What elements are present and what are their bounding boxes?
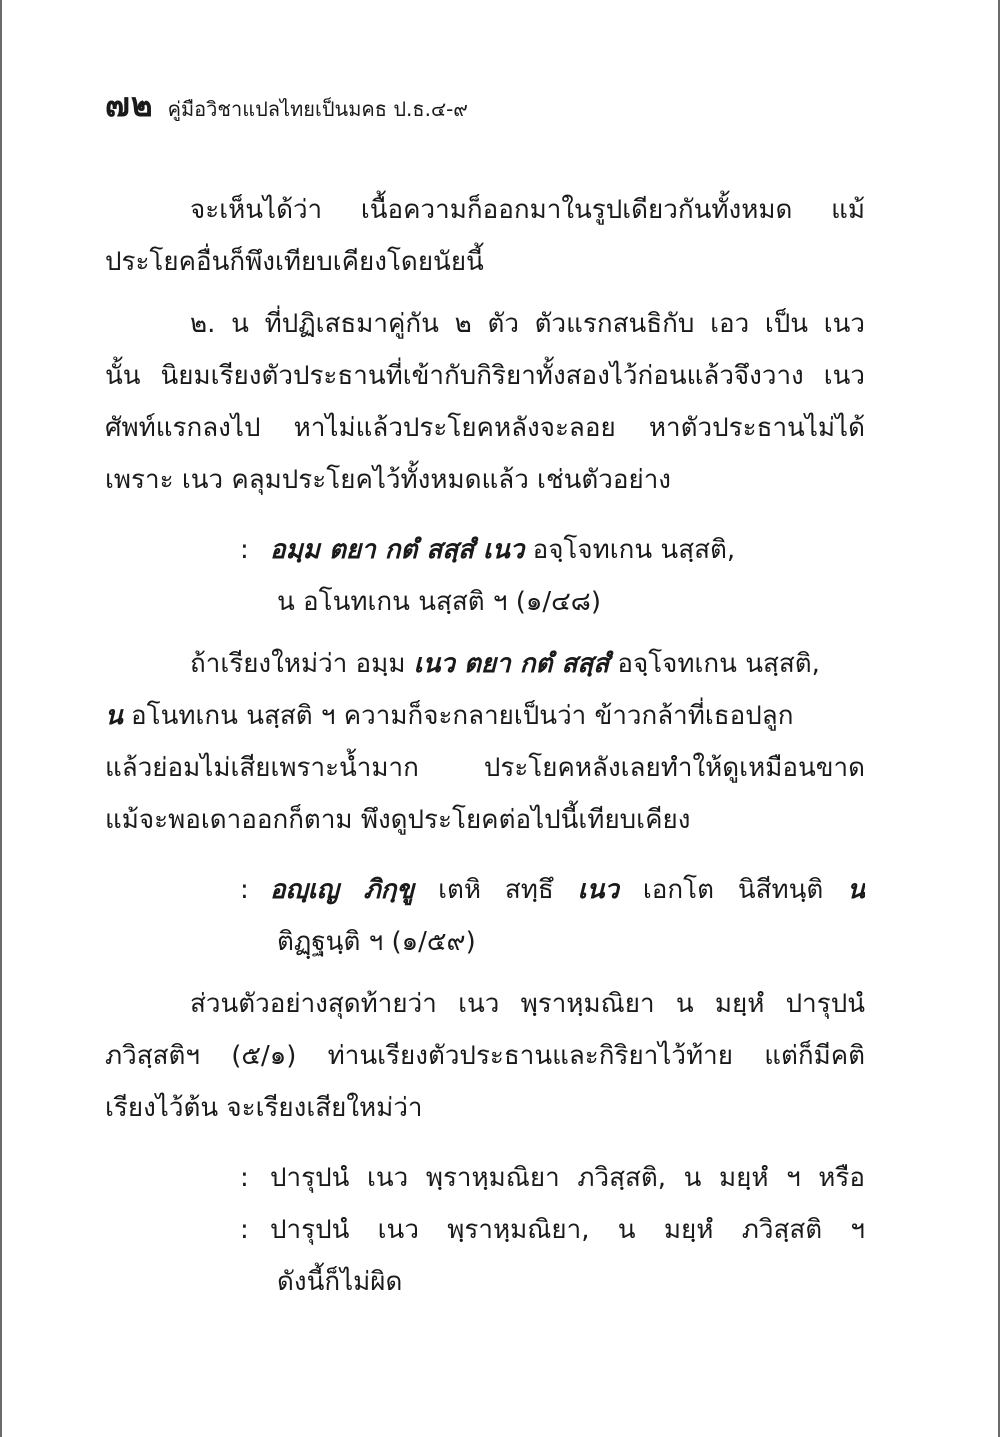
example-colon: : — [240, 1163, 249, 1193]
page-header — [105, 78, 468, 124]
example-colon: : — [240, 1215, 249, 1245]
para1-line2: ประโยคอื่นก็พึงเทียบเคียงโดยนัยนี้ — [105, 247, 484, 277]
para2-line2: นั้น นิยมเรียงตัวประธานที่เข้ากับกิริยาทั้งสองไว้ก่อนแล้วจึงวาง เนว — [105, 361, 865, 391]
para3-line2: น อโนทเกน นสฺสติ ฯ ความก็จะกลายเป็นว่า ข้าวกล้าที่เธอปลูก — [105, 701, 794, 731]
para4-line1: ส่วนตัวอย่างสุดท้ายว่า เนว พฺราหฺมณิยา น มยฺหํ ปารุปนํ — [190, 989, 865, 1019]
para3-line4: แม้จะพอเดาออกก็ตาม พึงดูประโยคต่อไปนี้เทียบเคียง — [105, 805, 691, 835]
para4-line2: ภวิสฺสติฯ (๕/๑) ท่านเรียงตัวประธานและกิริยาไว้ท้าย แต่ก็มีคติ — [105, 1041, 865, 1071]
example3-line1: : ปารุปนํ เนว พฺราหฺมณิยา ภวิสฺสติ, น มยฺหํ ฯ หรือ — [105, 1152, 865, 1204]
running-title: คู่มือวิชาแปลไทยเป็นมคธ ป.ธ.๔-๙ — [167, 97, 468, 121]
para4-line3: เรียงไว้ต้น จะเรียงเสียใหม่ว่า — [105, 1093, 423, 1123]
example3-line3: ดังนี้ก็ไม่ผิด — [277, 1267, 403, 1297]
para2-line4: เพราะ เนว คลุมประโยคไว้ทั้งหมดแล้ว เช่นตัวอย่าง — [105, 465, 671, 495]
example2-line1: : อญฺเญ ภิกฺขู เตหิ สทฺธึ เนว เอกโต นิสีทนฺติ น — [105, 864, 865, 916]
para3-line1: ถ้าเรียงใหม่ว่า อมฺม เนว ตยา กตํ สสฺสํ อจฺโจทเกน นสฺสติ, — [190, 649, 820, 679]
para1-line1: จะเห็นได้ว่า เนื้อความก็ออกมาในรูปเดียวกันทั้งหมด แม้ — [190, 195, 865, 225]
example-colon: : — [240, 535, 249, 565]
example1-rest: อจฺโจทเกน นสฺสติ, — [524, 535, 736, 565]
example2-line2: ติฏฺฐนฺติ ฯ (๑/๕๙) — [277, 927, 476, 957]
example1-line2: น อโนทเกน นสฺสติ ฯ (๑/๔๘) — [277, 587, 602, 617]
example1-bold: อมฺม ตยา กตํ สสฺสํ เนว — [270, 535, 525, 565]
para3-line3: แล้วย่อมไม่เสียเพราะน้ำมาก ประโยคหลังเลยทำให้ดูเหมือนขาด — [105, 753, 865, 783]
para2-line1: ๒. น ที่ปฏิเสธมาคู่กัน ๒ ตัว ตัวแรกสนธิกับ เอว เป็น เนว — [190, 309, 865, 339]
example3-line2: : ปารุปนํ เนว พฺราหฺมณิยา, น มยฺหํ ภวิสฺสติ ฯ — [105, 1204, 865, 1256]
page-number: ๗๒ — [105, 85, 154, 124]
para2-line3: ศัพท์แรกลงไป หาไม่แล้วประโยคหลังจะลอย หาตัวประธานไม่ได้ — [105, 413, 865, 443]
page-body — [105, 184, 865, 1308]
example1-line1 — [105, 524, 865, 576]
example-colon: : — [240, 875, 249, 905]
